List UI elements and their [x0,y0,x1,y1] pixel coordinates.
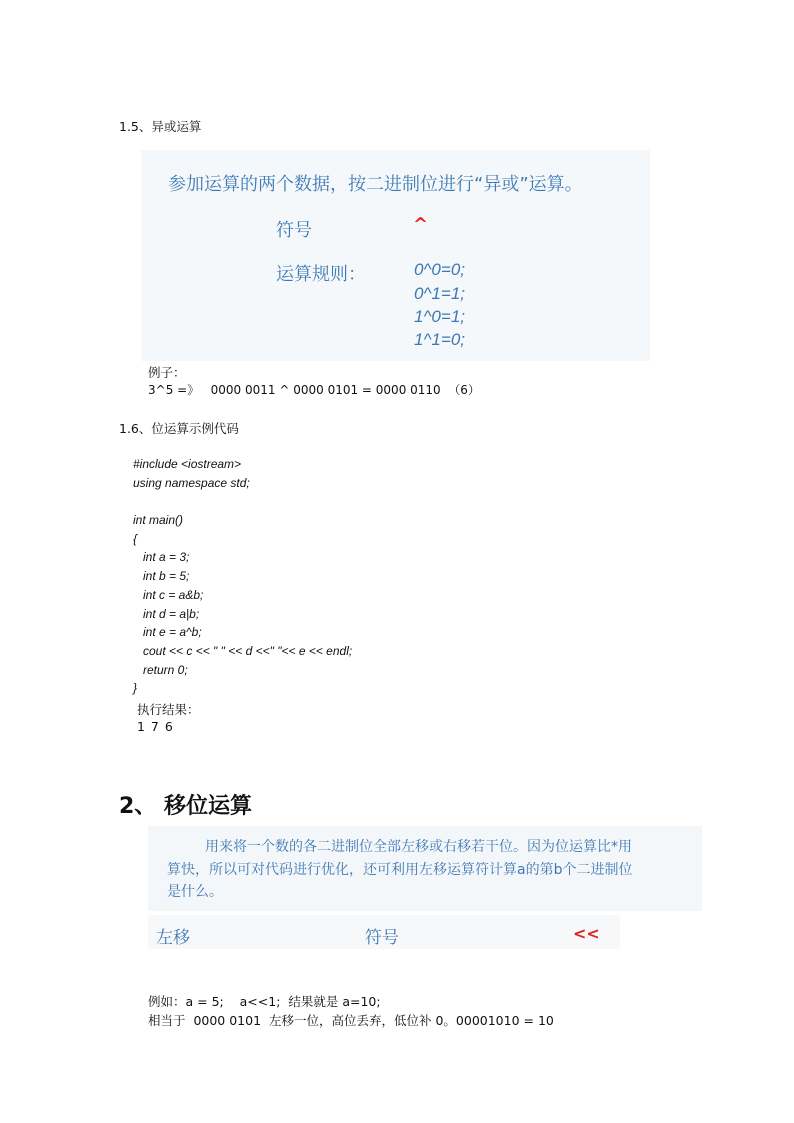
section-heading-1-6: 1.6、位运算示例代码 [119,421,239,436]
shift-figure-text: 算快，所以可对代码进行优化，还可利用左移运算符计算a的第b个二进制位 [167,862,633,878]
section-heading-1-5: 1.5、异或运算 [119,119,202,134]
code-block [133,457,352,700]
shift-symbol-label: 符号 [365,928,399,948]
section-heading-2: 2、 移位运算 [119,794,252,819]
code-line: int main() [133,513,184,528]
code-line: { [133,531,138,546]
code-line: return 0; [133,662,188,677]
code-line: int a = 3; [133,550,190,565]
xor-rule-line: 1^1=0; [414,330,465,349]
shift-symbol-figure [148,915,620,949]
xor-rule-line: 0^0=0; [414,260,465,279]
xor-symbol-label: 符号 [276,220,312,241]
shift-example-line: 相当于 0000 0101 左移一位，高位丢弃，低位补 0。00001010 = 10 [148,1013,554,1028]
shift-symbol: << [573,924,600,943]
result-value: 1 7 6 [137,719,174,734]
xor-figure [141,150,650,361]
code-line: } [133,681,138,696]
code-line: #include <iostream> [133,457,242,471]
code-line: int b = 5; [133,569,190,584]
code-line: int e = a^b; [133,625,202,640]
xor-symbol: ^ [413,214,429,235]
code-line: int d = a|b; [133,606,200,621]
shift-left-label: 左移 [156,928,190,948]
shift-figure-text: 用来将一个数的各二进制位全部左移或右移若干位。因为位运算比*用 [205,839,632,855]
shift-figure [148,826,702,911]
code-line: int c = a&b; [133,587,204,602]
result-label: 执行结果： [137,702,200,717]
code-line [133,494,352,513]
xor-rule-line: 0^1=1; [414,284,465,303]
code-line: cout << c << " " << d <<" "<< e << endl; [133,643,353,658]
code-line: using namespace std; [133,475,250,490]
shift-example-line: 例如：a = 5; a<<1; 结果就是 a=10; [148,994,381,1009]
xor-intro-text: 参加运算的两个数据，按二进制位进行“异或”运算。 [168,174,583,195]
xor-rules-label: 运算规则： [276,264,366,285]
example-line: 3^5 =》 0000 0011 ^ 0000 0101 = 0000 0110 （6） [148,383,480,397]
shift-figure-text: 是什么。 [167,884,223,900]
example-label: 例子： [148,365,186,380]
xor-rule-line: 1^0=1; [414,307,465,326]
